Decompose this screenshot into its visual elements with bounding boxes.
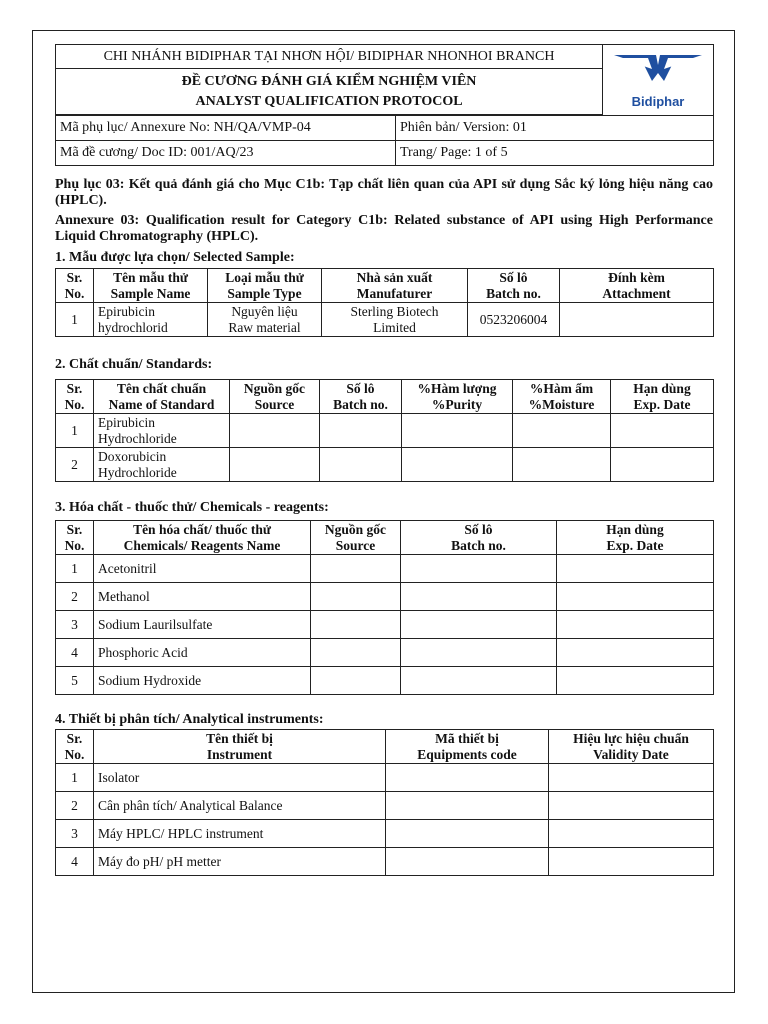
cell-chemical-name: Methanol bbox=[94, 583, 311, 611]
col-header: Nguồn gốc Source bbox=[230, 380, 320, 414]
title-vi: ĐỀ CƯƠNG ĐÁNH GIÁ KIỂM NGHIỆM VIÊN bbox=[181, 73, 477, 89]
branch-name: CHI NHÁNH BIDIPHAR TẠI NHƠN HỘI/ BIDIPHAR NHONHOI BRANCH bbox=[56, 45, 603, 69]
cell-no: 1 bbox=[56, 555, 94, 583]
table-row bbox=[56, 848, 714, 876]
cell-no: 1 bbox=[56, 303, 94, 337]
cell-instrument-name: Isolator bbox=[94, 764, 386, 792]
cell-no: 2 bbox=[56, 448, 94, 482]
cell-instrument-name: Máy HPLC/ HPLC instrument bbox=[94, 820, 386, 848]
protocol-title bbox=[56, 69, 603, 115]
col-header: Tên chất chuẩn Name of Standard bbox=[94, 380, 230, 414]
col-header: Nguồn gốc Source bbox=[311, 521, 401, 555]
chemicals-table bbox=[55, 520, 714, 695]
cell-chemical-name: Phosphoric Acid bbox=[94, 639, 311, 667]
col-header: Sr. No. bbox=[56, 269, 94, 303]
col-header: Tên hóa chất/ thuốc thử Chemicals/ Reagents Name bbox=[94, 521, 311, 555]
table-header-row bbox=[56, 269, 714, 303]
cell-standard-name: Doxorubicin Hydrochloride bbox=[94, 448, 230, 482]
doc-id: Mã đề cương/ Doc ID: 001/AQ/23 bbox=[56, 141, 396, 166]
cell-no: 4 bbox=[56, 848, 94, 876]
cell-chemical-name: Sodium Laurilsulfate bbox=[94, 611, 311, 639]
col-header: Số lô Batch no. bbox=[401, 521, 557, 555]
col-header: Hạn dùng Exp. Date bbox=[557, 521, 714, 555]
table-row bbox=[56, 303, 714, 337]
table-row bbox=[56, 639, 714, 667]
logo-text: Bidiphar bbox=[631, 93, 685, 109]
table-header-row bbox=[56, 730, 714, 764]
col-header: %Hàm ẩm %Moisture bbox=[513, 380, 611, 414]
col-header: Số lô Batch no. bbox=[320, 380, 402, 414]
version: Phiên bản/ Version: 01 bbox=[396, 116, 714, 141]
company-logo bbox=[603, 45, 714, 116]
table-row bbox=[56, 611, 714, 639]
col-header: %Hàm lượng %Purity bbox=[402, 380, 513, 414]
cell-no: 3 bbox=[56, 820, 94, 848]
table-row bbox=[56, 448, 714, 482]
col-header: Sr. No. bbox=[56, 730, 94, 764]
cell-attachment bbox=[560, 303, 714, 337]
table-row bbox=[56, 555, 714, 583]
cell-sample-name: Epirubicin hydrochlorid bbox=[94, 303, 208, 337]
page-number: Trang/ Page: 1 of 5 bbox=[396, 141, 714, 166]
cell-batch: 0523206004 bbox=[468, 303, 560, 337]
cell-no: 4 bbox=[56, 639, 94, 667]
col-header: Tên thiết bị Instrument bbox=[94, 730, 386, 764]
col-header: Nhà sản xuất Manufaturer bbox=[322, 269, 468, 303]
cell-instrument-name: Cân phân tích/ Analytical Balance bbox=[94, 792, 386, 820]
title-en: ANALYST QUALIFICATION PROTOCOL bbox=[195, 93, 463, 109]
table-row bbox=[56, 414, 714, 448]
col-header: Hạn dùng Exp. Date bbox=[611, 380, 714, 414]
table-row bbox=[56, 667, 714, 695]
cell-no: 2 bbox=[56, 583, 94, 611]
table-row bbox=[56, 764, 714, 792]
col-header: Mã thiết bị Equipments code bbox=[386, 730, 549, 764]
section-heading-sample: 1. Mẫu được lựa chọn/ Selected Sample: bbox=[55, 250, 295, 265]
bidiphar-logo-icon bbox=[612, 51, 704, 91]
table-row bbox=[56, 583, 714, 611]
intro-vi: Phụ lục 03: Kết quả đánh giá cho Mục C1b: Tạp chất liên quan của API sử dụng Sắc ký lỏng hiệu năng cao (HPLC). bbox=[55, 177, 713, 208]
instruments-table bbox=[55, 729, 714, 876]
cell-no: 1 bbox=[56, 764, 94, 792]
table-header-row bbox=[56, 380, 714, 414]
cell-manufacturer: Sterling Biotech Limited bbox=[322, 303, 468, 337]
standards-table bbox=[55, 379, 714, 482]
section-heading-standards: 2. Chất chuẩn/ Standards: bbox=[55, 357, 213, 372]
table-row bbox=[56, 820, 714, 848]
cell-no: 1 bbox=[56, 414, 94, 448]
cell-chemical-name: Sodium Hydroxide bbox=[94, 667, 311, 695]
cell-instrument-name: Máy đo pH/ pH metter bbox=[94, 848, 386, 876]
col-header: Loại mẫu thử Sample Type bbox=[208, 269, 322, 303]
cell-no: 3 bbox=[56, 611, 94, 639]
col-header: Sr. No. bbox=[56, 521, 94, 555]
annexure-no: Mã phụ lục/ Annexure No: NH/QA/VMP-04 bbox=[56, 116, 396, 141]
sample-table bbox=[55, 268, 714, 337]
col-header: Số lô Batch no. bbox=[468, 269, 560, 303]
table-row bbox=[56, 792, 714, 820]
intro-en: Annexure 03: Qualification result for Category C1b: Related substance of API using High Performance Liquid Chromatography (HPLC). bbox=[55, 213, 713, 244]
col-header: Đính kèm Attachment bbox=[560, 269, 714, 303]
cell-chemical-name: Acetonitril bbox=[94, 555, 311, 583]
cell-no: 5 bbox=[56, 667, 94, 695]
table-header-row bbox=[56, 521, 714, 555]
section-heading-chemicals: 3. Hóa chất - thuốc thử/ Chemicals - reagents: bbox=[55, 500, 329, 515]
col-header: Sr. No. bbox=[56, 380, 94, 414]
cell-sample-type: Nguyên liệu Raw material bbox=[208, 303, 322, 337]
col-header: Tên mẫu thử Sample Name bbox=[94, 269, 208, 303]
document-header bbox=[55, 44, 714, 166]
section-heading-instruments: 4. Thiết bị phân tích/ Analytical instruments: bbox=[55, 712, 324, 727]
cell-no: 2 bbox=[56, 792, 94, 820]
col-header: Hiệu lực hiệu chuẩn Validity Date bbox=[549, 730, 714, 764]
cell-standard-name: Epirubicin Hydrochloride bbox=[94, 414, 230, 448]
